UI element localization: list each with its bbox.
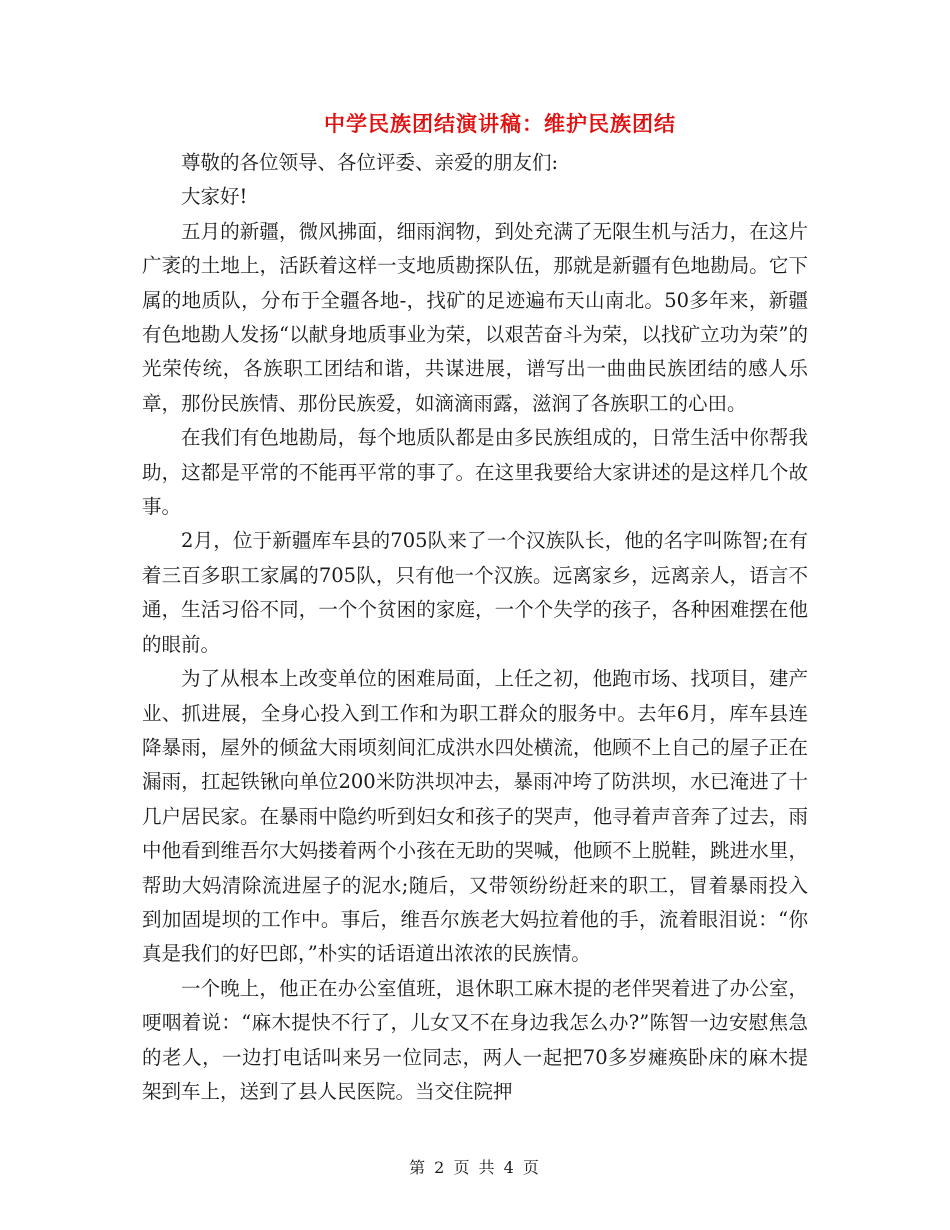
paragraph-greeting: 尊敬的各位领导、各位评委、亲爱的朋友们: [181, 151, 559, 174]
paragraph: 五月的新疆，微风拂面，细雨润物，到处充满了无限生机与活力，在这片广袤的土地上，活跃着这样一支地质勘探队伍，那就是新疆有色地勘局。它下属的地质队，分布于全疆各地-，找矿的足迹遍布天山南北。50多年来，新疆有色地勘人发扬“以献身地质事业为荣，以艰苦奋斗为荣，以找矿立功为荣”的光荣传统，各族职工团结和谐，共谋进展，谱写出一曲曲民族团结的感人乐章，那份民族情、那份民族爱，如滴滴雨露，滋润了各族职工的心田。 [142, 219, 808, 415]
paragraph: 在我们有色地勘局，每个地质队都是由多民族组成的，日常生活中你帮我助，这都是平常的不能再平常的事了。在这里我要给大家讲述的是这样几个故事。 [142, 426, 808, 519]
page-number-footer: 第 2 页 共 4 页 [409, 1158, 541, 1177]
paragraph: 2月，位于新疆库车县的705队来了一个汉族队长，他的名字叫陈智;在有着三百多职工家属的705队，只有他一个汉族。远离家乡，远离亲人，语言不通，生活习俗不同，一个个贫困的家庭，一个个失学的孩子，各种困难摆在他的眼前。 [142, 529, 808, 656]
document-body [142, 146, 808, 1109]
paragraph: 为了从根本上改变单位的困难局面，上任之初，他跑市场、找项目，建产业、抓进展，全身心投入到工作和为职工群众的服务中。去年6月，库车县连降暴雨，屋外的倾盆大雨顷刻间汇成洪水四处横流，他顾不上自己的屋子正在漏雨，扛起铁锹向单位200米防洪坝冲去，暴雨冲垮了防洪坝，水已淹进了十几户居民家。在暴雨中隐约听到妇女和孩子的哭声，他寻着声音奔了过去，雨中他看到维吾尔大妈搂着两个小孩在无助的哭喊，他顾不上脱鞋，跳进水里，帮助大妈清除流进屋子的泥水;随后，又带领纷纷赶来的职工，冒着暴雨投入到加固堤坝的工作中。事后，维吾尔族老大妈拉着他的手，流着眼泪说：“你真是我们的好巴郎，”朴实的话语道出浓浓的民族情。 [142, 667, 808, 966]
document-title: 中学民族团结演讲稿：维护民族团结 [324, 111, 676, 136]
paragraph: 一个晚上，他正在办公室值班，退休职工麻木提的老伴哭着进了办公室，哽咽着说：“麻木提快不行了，儿女又不在身边我怎么办?”陈智一边安慰焦急的老人，一边打电话叫来另一位同志，两人一起把70多岁瘫痪卧床的麻木提架到车上，送到了县人民医院。当交住院押 [142, 976, 808, 1103]
paragraph-hello: 大家好! [181, 185, 248, 209]
